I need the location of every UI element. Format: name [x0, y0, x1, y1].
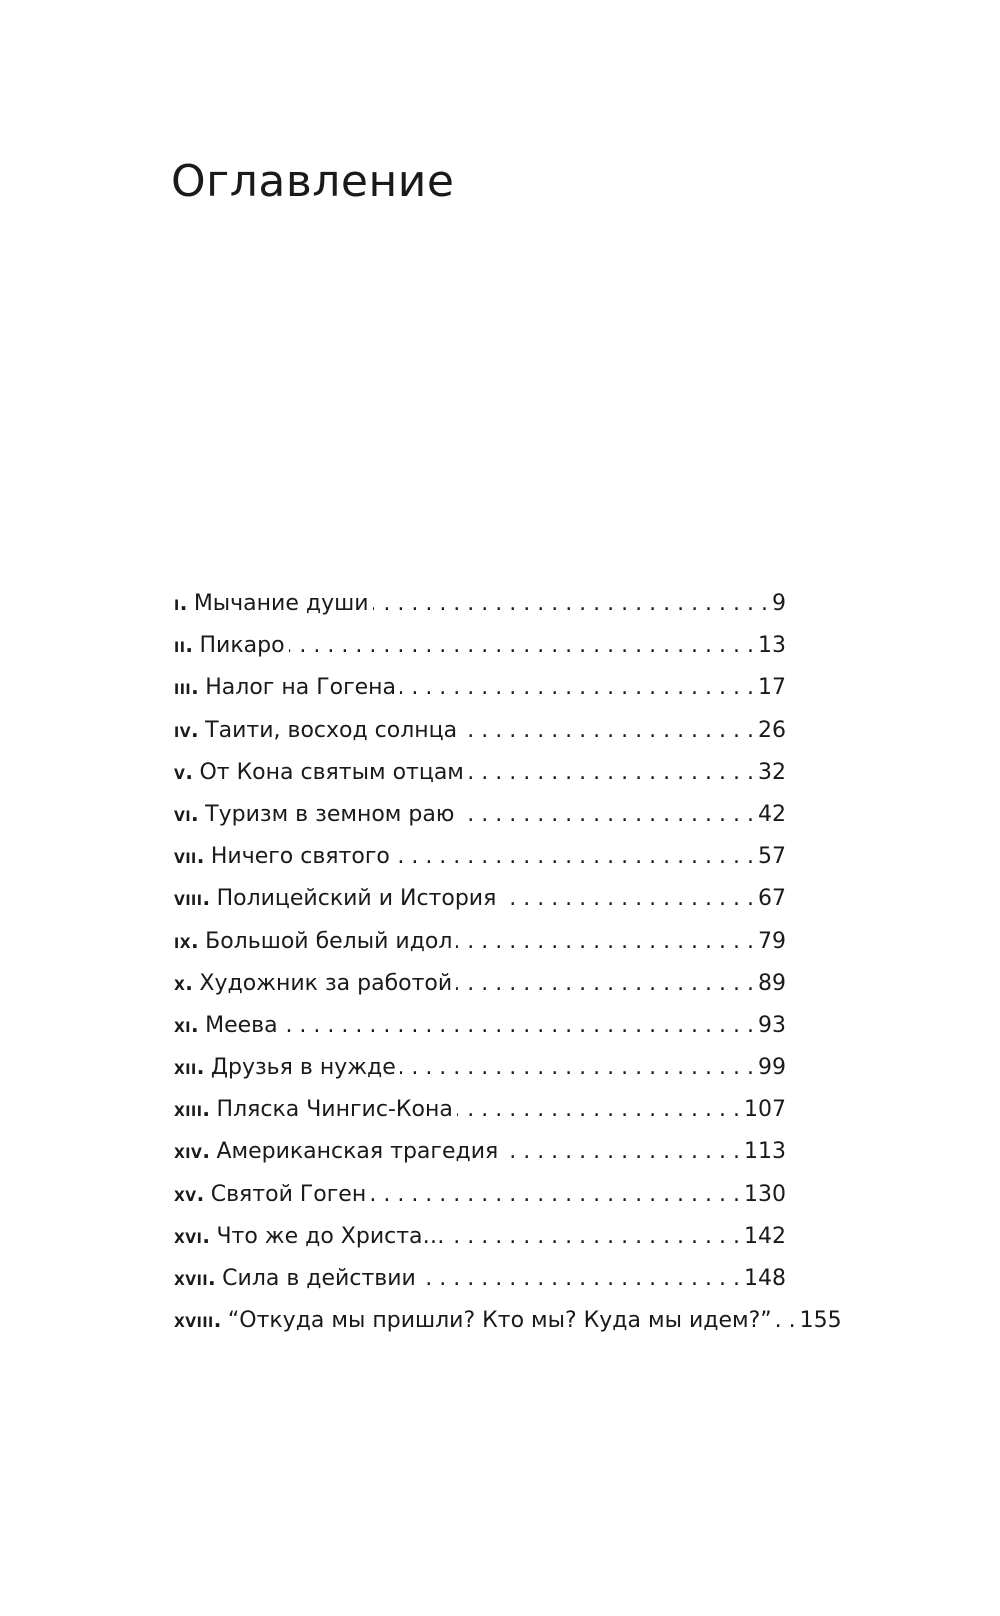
page-number: 142 [744, 1223, 786, 1249]
chapter-title: Художник за работой [199, 970, 453, 996]
chapter-numeral: xi. [174, 1012, 200, 1037]
toc-entry-6[interactable] [174, 793, 786, 835]
page-number: 13 [758, 633, 786, 659]
dot-leader [457, 1089, 740, 1131]
chapter-numeral: viii. [174, 886, 211, 911]
table-of-contents [174, 582, 842, 1341]
chapter-numeral: ii. [174, 633, 194, 658]
page-number: 89 [758, 970, 786, 996]
chapter-title: Туризм в земном раю [205, 801, 455, 827]
chapter-numeral: xii. [174, 1055, 205, 1080]
chapter-title: Святой Гоген [210, 1181, 367, 1207]
chapter-numeral: vii. [174, 844, 205, 869]
chapter-numeral: xiv. [174, 1139, 211, 1164]
chapter-title: Пляска Чингис-Кона [216, 1097, 453, 1123]
chapter-title: Друзья в нужде [210, 1055, 396, 1081]
dot-leader [456, 963, 754, 1005]
dot-leader [400, 667, 754, 709]
chapter-title: Большой белый идол [205, 928, 453, 954]
page-number: 113 [744, 1139, 786, 1165]
toc-entry-11[interactable] [174, 1004, 786, 1046]
chapter-numeral: x. [174, 970, 194, 995]
toc-entry-9[interactable] [174, 920, 786, 962]
chapter-title: Меева [205, 1012, 278, 1038]
chapter-numeral: ix. [174, 928, 200, 953]
dot-leader [500, 878, 754, 920]
chapter-numeral: xvi. [174, 1223, 211, 1248]
toc-entry-1[interactable] [174, 582, 786, 624]
toc-entry-13[interactable] [174, 1088, 786, 1130]
chapter-numeral: xiii. [174, 1097, 211, 1122]
toc-entry-14[interactable] [174, 1130, 786, 1172]
dot-leader [461, 710, 754, 752]
toc-entry-5[interactable] [174, 751, 786, 793]
chapter-numeral: xvii. [174, 1266, 217, 1290]
toc-entry-17[interactable] [174, 1257, 786, 1299]
dot-leader [468, 752, 754, 794]
dot-leader [394, 836, 754, 878]
chapter-title: Пикаро [199, 633, 285, 659]
page-number: 57 [758, 844, 786, 870]
chapter-title: Что же до Христа… [216, 1223, 445, 1249]
toc-entry-12[interactable] [174, 1046, 786, 1088]
toc-entry-18[interactable] [174, 1299, 842, 1341]
chapter-title: Ничего святого [210, 844, 390, 870]
page-number: 42 [758, 801, 786, 827]
page-number: 67 [758, 886, 786, 912]
page-number: 99 [758, 1055, 786, 1081]
chapter-numeral: vi. [174, 801, 200, 826]
chapter-numeral: iv. [174, 717, 200, 742]
chapter-numeral: v. [174, 759, 194, 784]
dot-leader [502, 1131, 740, 1173]
page-title: Оглавление [171, 156, 455, 207]
dot-leader [458, 794, 754, 836]
page-number: 17 [758, 675, 786, 701]
chapter-numeral: i. [174, 591, 188, 615]
page-number: 155 [799, 1308, 842, 1334]
chapter-title: Сила в действии [222, 1266, 416, 1291]
chapter-title: Налог на Гогена [205, 675, 397, 701]
dot-leader [373, 583, 768, 625]
dot-leader [282, 1005, 754, 1047]
chapter-title: От Кона святым отцам [199, 759, 464, 785]
toc-entry-10[interactable] [174, 962, 786, 1004]
dot-leader [456, 921, 754, 963]
page-number: 130 [744, 1181, 786, 1207]
chapter-numeral: iii. [174, 675, 200, 700]
chapter-title: “Откуда мы пришли? Кто мы? Куда мы идем?” [227, 1308, 772, 1334]
chapter-numeral: xviii. [174, 1308, 222, 1333]
toc-entry-8[interactable] [174, 877, 786, 919]
page-number: 32 [758, 759, 786, 785]
page-number: 79 [758, 928, 786, 954]
dot-leader [370, 1174, 740, 1216]
chapter-title: Таити, восход солнца [205, 717, 458, 743]
page-number: 148 [744, 1266, 786, 1291]
toc-entry-4[interactable] [174, 709, 786, 751]
dot-leader [400, 1047, 754, 1089]
toc-entry-3[interactable] [174, 666, 786, 708]
chapter-numeral: xv. [174, 1181, 205, 1206]
page-number: 107 [744, 1097, 786, 1123]
chapter-title: Мычание души [193, 591, 369, 616]
toc-entry-2[interactable] [174, 624, 786, 666]
dot-leader [420, 1258, 740, 1300]
toc-entry-15[interactable] [174, 1173, 786, 1215]
page-number: 26 [758, 717, 786, 743]
page-number: 9 [772, 591, 786, 616]
dot-leader [776, 1300, 796, 1342]
chapter-title: Американская трагедия [216, 1139, 499, 1165]
page-number: 93 [758, 1012, 786, 1038]
toc-entry-16[interactable] [174, 1215, 786, 1257]
chapter-title: Полицейский и История [216, 886, 497, 912]
dot-leader [449, 1216, 740, 1258]
toc-entry-7[interactable] [174, 835, 786, 877]
dot-leader [289, 625, 754, 667]
